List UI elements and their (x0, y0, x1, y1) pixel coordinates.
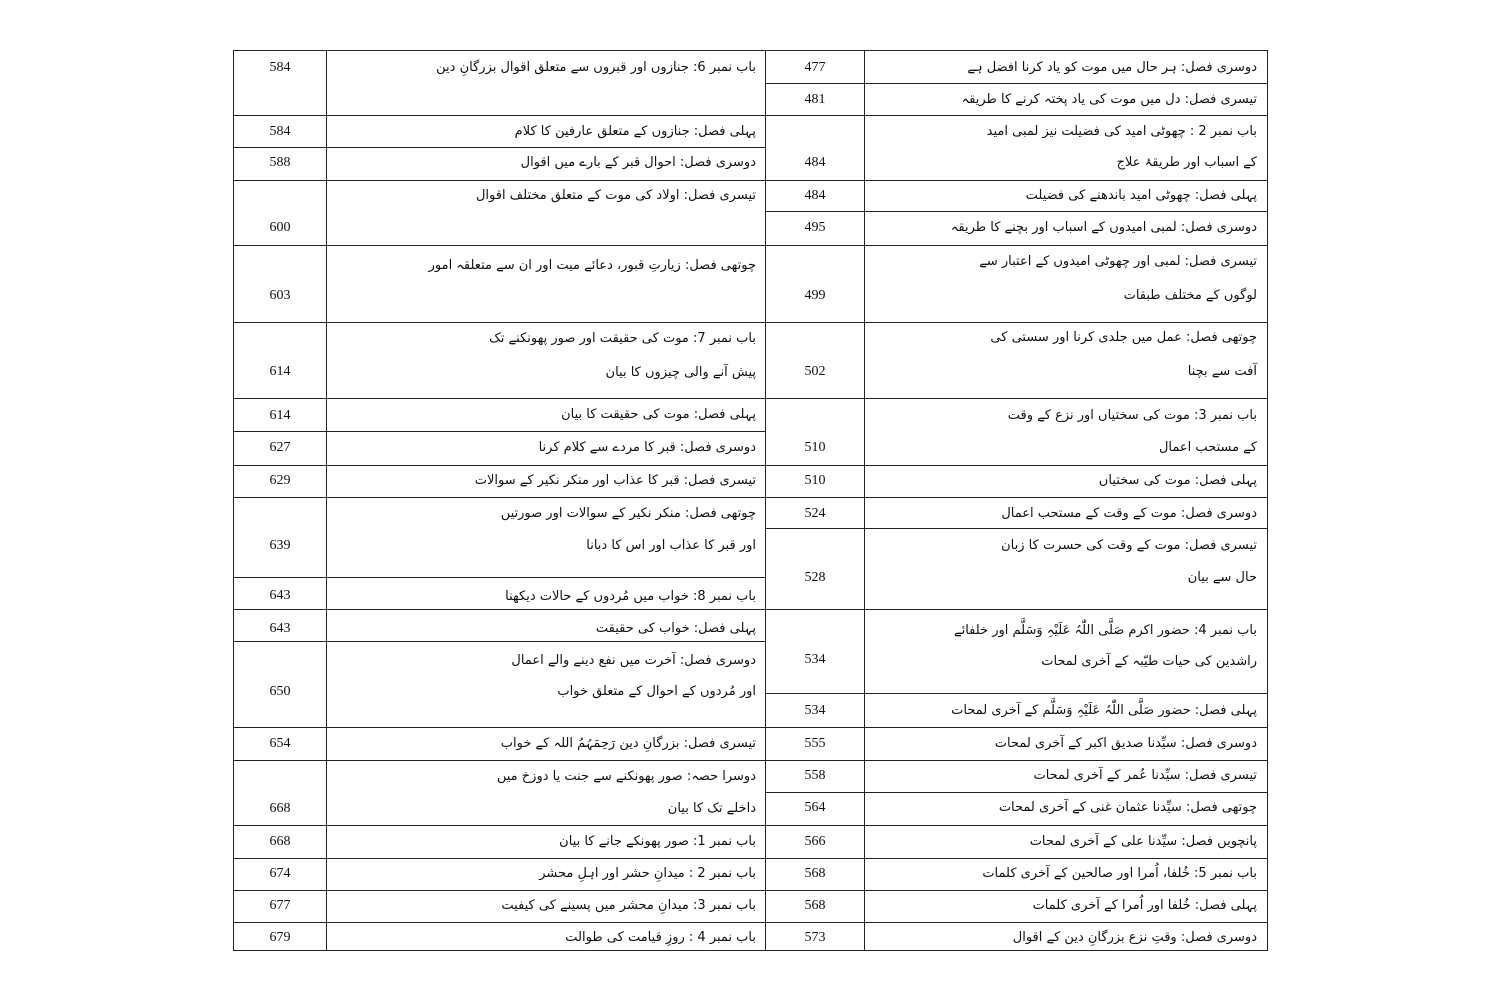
toc-title: تیسری فصل: لمبی اور چھوٹی امیدوں کے اعتبار سے (979, 254, 1257, 269)
toc-title: پہلی فصل: موت کی حقیقت کا بیان (561, 407, 756, 422)
toc-title: باب نمبر 3: میدانِ محشر میں پسینے کی کیفیت (501, 898, 756, 913)
toc-page-number: 477 (804, 60, 826, 75)
toc-page-number: 502 (804, 364, 826, 379)
toc-page-number: 668 (269, 834, 291, 849)
toc-page-number: 495 (804, 220, 826, 235)
toc-page-number: 499 (804, 288, 826, 303)
toc-title: دوسرا حصہ: صور پھونکنے سے جنت یا دوزخ میں (496, 769, 756, 784)
toc-page-number: 614 (269, 408, 291, 423)
toc-page-number: 524 (804, 506, 826, 521)
toc-page-number: 568 (804, 866, 826, 881)
toc-title: چوتھی فصل: عمل میں جلدی کرنا اور سستی کی (990, 330, 1257, 345)
toc-title: پانچویں فصل: سیِّدنا علی کے آخری لمحات (1029, 834, 1257, 849)
toc-page-number: 643 (269, 588, 291, 603)
toc-title: دوسری فصل: سیِّدنا صدیق اکبر کے آخری لمحات (994, 736, 1257, 751)
toc-page-number: 484 (804, 155, 826, 170)
toc-page-number: 534 (804, 652, 826, 667)
toc-title: دوسری فصل: موت کے وقت کے مستحب اعمال (1001, 506, 1257, 521)
toc-page-number: 627 (269, 440, 291, 455)
toc-page-number: 654 (269, 736, 291, 751)
toc-title: راشدین کی حیات طیّبہ کے آخری لمحات (1041, 654, 1257, 669)
toc-title: باب نمبر 5: خُلفا، اُمرا اور صالحین کے آخری کلمات (982, 866, 1257, 881)
toc-page-number: 600 (269, 220, 291, 235)
toc-page-number: 677 (269, 898, 291, 913)
toc-page-number: 584 (269, 124, 291, 139)
toc-title: باب نمبر 4 : روزِ قیامت کی طوالت (565, 930, 756, 945)
toc-title: پہلی فصل: خواب کی حقیقت (595, 621, 756, 636)
toc-page-number: 679 (269, 930, 291, 945)
toc-page-number: 614 (269, 364, 291, 379)
toc-page-number: 534 (804, 703, 826, 718)
toc-page-number: 484 (804, 188, 826, 203)
toc-title: پہلی فصل: چھوٹی امید باندھنے کی فضیلت (1025, 188, 1257, 203)
toc-page-number: 564 (804, 800, 826, 815)
toc-page-number: 603 (269, 288, 291, 303)
toc-page-number: 584 (269, 60, 291, 75)
toc-title: لوگوں کے مختلف طبقات (1123, 288, 1257, 303)
toc-title: دوسری فصل: وقتِ نزع بزرگانِ دین کے اقوال (1012, 930, 1257, 945)
toc-title: حال سے بیان (1187, 570, 1257, 585)
toc-title: دوسری فصل: احوال قبر کے بارے میں اقوال (520, 155, 756, 170)
toc-title: باب نمبر 2 : میدانِ حشر اور اہلِ محشر (539, 866, 756, 881)
toc-page-number: 573 (804, 930, 826, 945)
toc-title: تیسری فصل: دل میں موت کی یاد پختہ کرنے کا طریقہ (961, 92, 1257, 107)
toc-title: داخلے تک کا بیان (667, 801, 756, 816)
toc-title: آفت سے بچنا (1187, 364, 1257, 379)
toc-title: باب نمبر 6: جنازوں اور قبروں سے متعلق اقوال بزرگانِ دین (436, 60, 756, 75)
toc-title: تیسری فصل: اولاد کی موت کے متعلق مختلف اقوال (475, 188, 756, 203)
toc-page-number: 568 (804, 898, 826, 913)
toc-title: پہلی فصل: حضور صَلَّی اللّٰہُ عَلَیْہِ وَسَلَّم کے آخری لمحات (951, 703, 1257, 718)
toc-title: باب نمبر 8: خواب میں مُردوں کے حالات دیکھنا (505, 589, 756, 604)
toc-title: دوسری فصل: لمبی امیدوں کے اسباب اور بچنے کا طریقہ (950, 220, 1257, 235)
toc-title: باب نمبر 1: صور پھونکے جانے کا بیان (559, 834, 756, 849)
toc-page-number: 558 (804, 768, 826, 783)
toc-page-number: 510 (804, 473, 826, 488)
toc-title: کے مستحب اعمال (1158, 440, 1257, 455)
toc-title: چوتھی فصل: سیِّدنا عثمان غنی کے آخری لمحات (998, 800, 1257, 815)
toc-page-number: 639 (269, 538, 291, 553)
toc-title: پہلی فصل: جنازوں کے متعلق عارفین کا کلام (514, 124, 756, 139)
toc-page-number: 588 (269, 155, 291, 170)
toc-title: تیسری فصل: موت کے وقت کی حسرت کا زبان (1001, 538, 1257, 553)
toc-title: پہلی فصل: خُلفا اور اُمرا کے آخری کلمات (1032, 898, 1257, 913)
toc-page-number: 481 (804, 92, 826, 107)
toc-page-number: 528 (804, 570, 826, 585)
toc-title: اور قبر کا عذاب اور اس کا دبانا (586, 538, 756, 553)
toc-page-number: 510 (804, 440, 826, 455)
toc-title: دوسری فصل: ہر حال میں موت کو یاد کرنا افضل ہے (967, 60, 1257, 75)
toc-title: تیسری فصل: بزرگانِ دین رَحِمَہُمُ اللہ کے خواب (500, 736, 756, 751)
toc-title: چوتھی فصل: منکر نکیر کے سوالات اور صورتیں (500, 506, 756, 521)
toc-title: دوسری فصل: آخرت میں نفع دینے والے اعمال (511, 653, 756, 668)
toc-title: تیسری فصل: قبر کا عذاب اور منکر نکیر کے سوالات (474, 473, 756, 488)
toc-page-number: 650 (269, 684, 291, 699)
toc-page-number: 566 (804, 834, 826, 849)
toc-title: تیسری فصل: سیِّدنا عُمر کے آخری لمحات (1033, 768, 1257, 783)
toc-title: باب نمبر 4: حضور اکرم صَلَّی اللّٰہُ عَلَیْہِ وَسَلَّم اور خلفائے (953, 623, 1257, 638)
toc-title: دوسری فصل: قبر کا مردے سے کلام کرنا (538, 440, 756, 455)
toc-title: باب نمبر 2 : چھوٹی امید کی فضیلت نیز لمبی امید (986, 124, 1257, 139)
toc-title: چوتھی فصل: زیارتِ قبور، دعائے میت اور ان سے متعلقہ امور (428, 258, 756, 273)
toc-page-number: 555 (804, 736, 826, 751)
toc-page-number: 629 (269, 473, 291, 488)
toc-page-number: 643 (269, 621, 291, 636)
toc-title: پہلی فصل: موت کی سختیاں (1098, 473, 1257, 488)
toc-title: باب نمبر 7: موت کی حقیقت اور صور پھونکنے تک (489, 331, 756, 346)
toc-title: باب نمبر 3: موت کی سختیاں اور نزع کے وقت (1007, 408, 1257, 423)
toc-title: پیش آنے والی چیزوں کا بیان (605, 365, 756, 380)
toc-title: کے اسباب اور طریقۂ علاج (1116, 155, 1257, 170)
toc-page-number: 674 (269, 866, 291, 881)
toc-page-number: 668 (269, 801, 291, 816)
toc-title: اور مُردوں کے احوال کے متعلق خواب (557, 684, 756, 699)
